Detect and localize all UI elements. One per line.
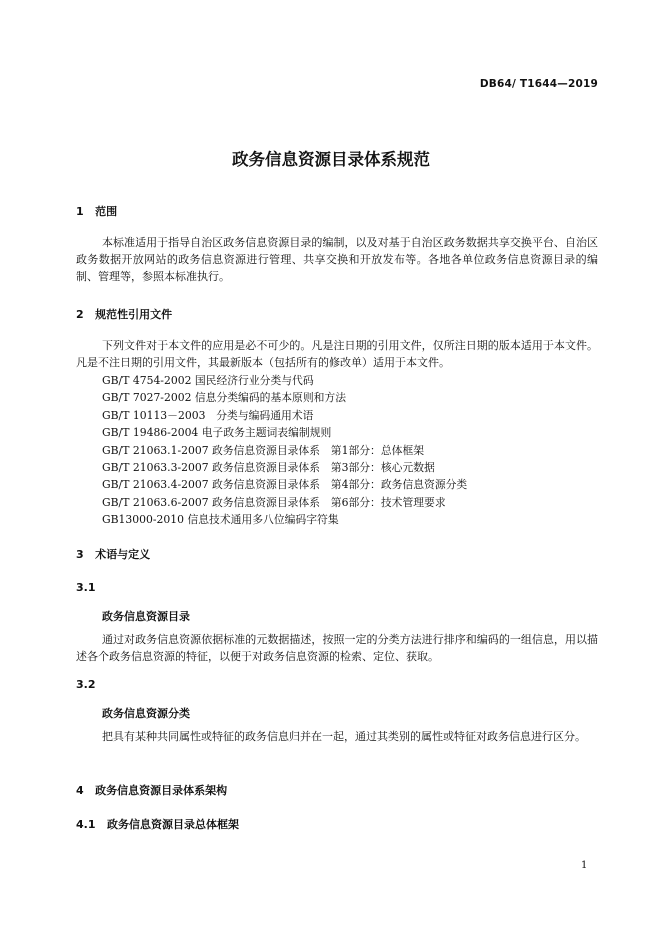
document-title: 政务信息资源目录体系规范 [232,150,430,169]
section-title: 术语与定义 [95,548,151,561]
term-3-1: 政务信息资源目录 [102,610,190,623]
section-4-1-heading [76,816,239,832]
reference-item: GB/T 21063.1-2007 政务信息资源目录体系 第1部分：总体框架 [102,443,425,457]
normative-intro-paragraph: 下列文件对于本文件的应用是必不可少的。凡是注日期的引用文件，仅所注日期的版本适用于本文件。凡是不注日期的引用文件，其最新版本（包括所有的修改单）适用于本文件。 [76,339,598,369]
reference-list [102,372,467,529]
reference-item: GB/T 4754-2002 国民经济行业分类与代码 [102,374,314,387]
definition-3-2: 把具有某种共同属性或特征的政务信息归并在一起，通过其类别的属性或特征对政务信息进行区分。 [102,730,586,743]
section-title: 范围 [95,205,118,218]
section-title: 规范性引用文件 [95,308,173,321]
section-title: 政务信息资源目录总体框架 [107,818,239,831]
section-3-2-number: 3.2 [76,678,96,691]
definition-3-1: 通过对政务信息资源依据标准的元数据描述，按照一定的分类方法进行排序和编码的一组信息，用以描述各个政务信息资源的特征，以便于对政务信息资源的检索、定位、获取。 [76,633,598,663]
reference-item: GB13000-2010 信息技术通用多八位编码字符集 [102,513,339,527]
reference-item: GB/T 10113－2003 分类与编码通用术语 [102,408,314,422]
reference-item: GB/T 7027-2002 信息分类编码的基本原则和方法 [102,391,347,405]
section-number: 4.1 [76,818,96,831]
section-number: 2 [76,308,84,321]
section-number: 1 [76,205,84,218]
section-2-heading [76,306,172,322]
scope-paragraph: 本标准适用于指导自治区政务信息资源目录的编制，以及对基于自治区政务数据共享交换平台、自治区政务数据开放网站的政务信息资源进行管理、共享交换和开放发布等。各地各单位政务信息资源目录的编制、管理等，参照本标准执行。 [76,236,598,283]
reference-item: GB/T 19486-2004 电子政务主题词表编制规则 [102,426,332,440]
section-title: 政务信息资源目录体系架构 [95,784,228,797]
section-4-heading [76,782,227,798]
section-3-1-number: 3.1 [76,581,96,594]
reference-item: GB/T 21063.3-2007 政务信息资源目录体系 第3部分：核心元数据 [102,461,435,475]
term-3-2: 政务信息资源分类 [102,707,190,720]
standard-code: DB64/ T1644—2019 [479,78,598,90]
section-number: 4 [76,784,84,797]
reference-item: GB/T 21063.4-2007 政务信息资源目录体系 第4部分：政务信息资源分类 [102,478,468,492]
reference-item: GB/T 21063.6-2007 政务信息资源目录体系 第6部分：技术管理要求 [102,495,446,509]
section-1-heading [76,203,117,219]
page-number: 1 [581,860,588,871]
section-3-heading [76,546,150,562]
section-number: 3 [76,548,84,561]
